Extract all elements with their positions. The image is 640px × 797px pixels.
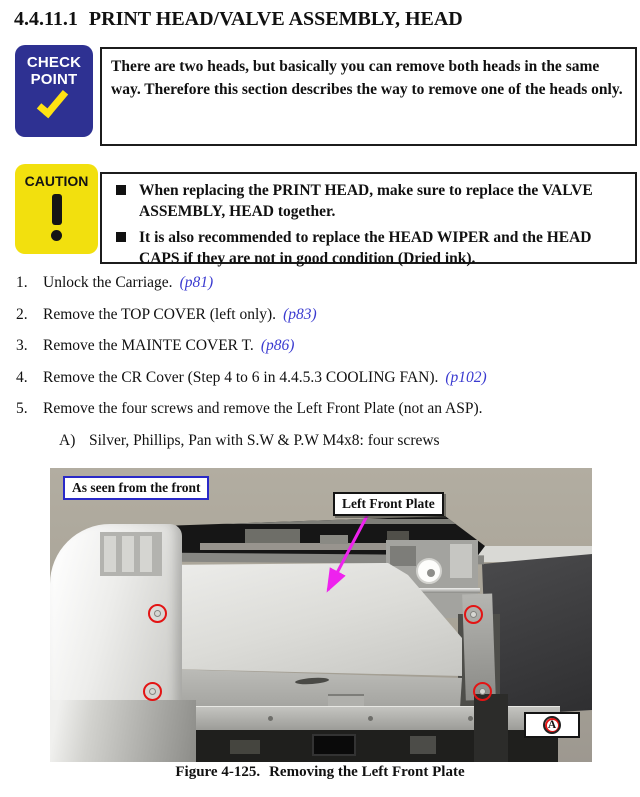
exclamation-dot-icon xyxy=(51,230,62,241)
page-ref-link[interactable]: (p86) xyxy=(260,337,295,354)
square-bullet-icon xyxy=(116,185,126,195)
section-number: 4.4.11.1 xyxy=(14,8,78,30)
screw-icon xyxy=(470,611,477,618)
part-callout-label: Left Front Plate xyxy=(333,492,444,516)
belt-pulley-shape xyxy=(416,558,442,584)
cover-fin-shape xyxy=(140,536,152,572)
screw-icon xyxy=(479,688,486,695)
caution-icon xyxy=(15,164,98,254)
power-inlet-shape xyxy=(312,734,356,756)
procedure-steps xyxy=(16,272,624,451)
step-text: Remove the TOP COVER (left only). (p83) xyxy=(43,305,317,323)
caution-item-text: It is also recommended to replace the HEAD WIPER and the HEAD CAPS if they are not in good condition (Dried ink). xyxy=(139,229,592,267)
checkpoint-note-box xyxy=(100,47,637,146)
screw-marker-circle xyxy=(464,605,483,624)
figure-caption-number: Figure 4-125. xyxy=(175,764,261,780)
legend-box xyxy=(524,712,580,738)
step-row xyxy=(16,367,624,388)
screw-marker-circle xyxy=(148,604,167,623)
step-text: Remove the four screws and remove the Left Front Plate (not an ASP). xyxy=(43,400,483,417)
cover-fin-shape xyxy=(104,536,116,572)
checkpoint-icon-label-line2: POINT xyxy=(30,71,78,88)
step-text: Remove the CR Cover (Step 4 to 6 in 4.4.5.3 COOLING FAN). (p102) xyxy=(43,368,487,386)
screw-marker-circle xyxy=(143,682,162,701)
square-bullet-icon xyxy=(116,232,126,242)
checkpoint-icon xyxy=(15,45,93,137)
section-title xyxy=(14,8,463,31)
caution-note-box xyxy=(100,172,637,267)
step-number: 3. xyxy=(16,337,28,354)
figure-caption-text: Removing the Left Front Plate xyxy=(269,764,465,780)
step-number: 4. xyxy=(16,368,28,386)
section-title-text: PRINT HEAD/VALVE ASSEMBLY, HEAD xyxy=(88,8,463,30)
screw-icon xyxy=(149,688,156,695)
caution-icon-label: CAUTION xyxy=(24,173,89,189)
exclamation-icon xyxy=(52,194,62,225)
step-row xyxy=(16,272,624,293)
checkmark-icon xyxy=(37,85,68,118)
substep-text: Silver, Phillips, Pan with S.W & P.W M4x8: four screws xyxy=(89,431,440,449)
screw-marker-circle xyxy=(473,682,492,701)
page-ref-link[interactable]: (p102) xyxy=(445,368,487,386)
step-text: Unlock the Carriage. (p81) xyxy=(43,274,214,291)
printer-photo xyxy=(50,468,592,762)
step-text: Remove the MAINTE COVER T. (p86) xyxy=(43,337,295,354)
page-ref-link[interactable]: (p81) xyxy=(179,274,214,291)
checkpoint-text: There are two heads, but basically you can remove both heads in the same way. Therefore this section describes the way to remove one of the heads only. xyxy=(111,58,623,98)
left-leg-shape xyxy=(50,700,196,762)
page-ref-link[interactable]: (p83) xyxy=(283,305,317,323)
step-number: 2. xyxy=(16,305,28,323)
view-callout-label: As seen from the front xyxy=(63,476,209,500)
figure-caption xyxy=(0,764,640,781)
cover-fin-shape xyxy=(122,536,134,572)
checkpoint-icon-label-line1: CHECK xyxy=(26,54,82,71)
step-number: 1. xyxy=(16,274,28,291)
substep-label: A) xyxy=(59,431,76,449)
step-row xyxy=(16,335,624,356)
step-row xyxy=(16,398,624,419)
legend-letter-a-icon: A xyxy=(543,716,561,734)
caution-item xyxy=(108,180,625,222)
caution-item xyxy=(108,227,625,269)
substep-row xyxy=(59,430,624,451)
screw-icon xyxy=(154,610,161,617)
step-row xyxy=(16,304,624,325)
caution-item-text: When replacing the PRINT HEAD, make sure to replace the VALVE ASSEMBLY, HEAD together. xyxy=(139,182,593,220)
step-number: 5. xyxy=(16,400,28,417)
